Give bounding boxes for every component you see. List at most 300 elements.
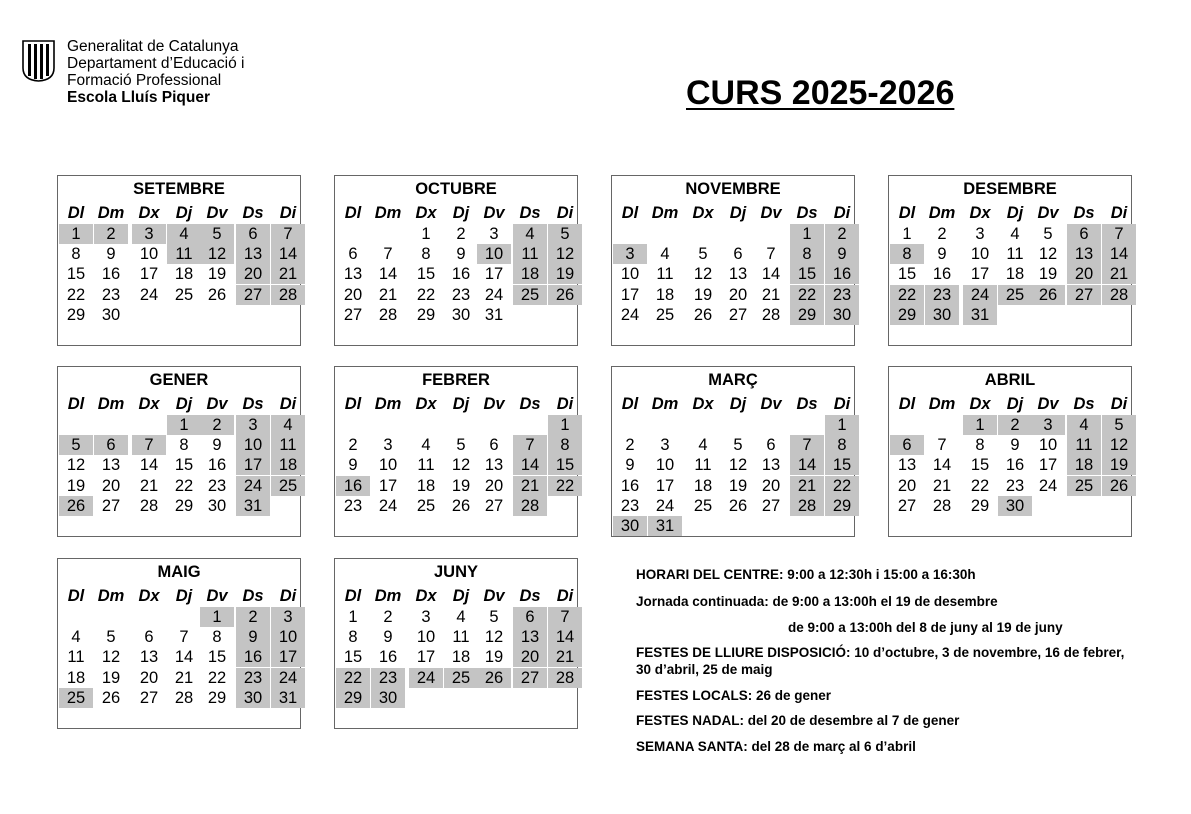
month-juny [334, 558, 578, 729]
day-cell: 24 [1038, 477, 1058, 495]
day-cell: 26 [207, 286, 227, 304]
day-cell: 25 [655, 306, 675, 324]
day-cell: 15 [970, 456, 990, 474]
day-cell-holiday: 18 [513, 264, 547, 284]
month-abril [888, 366, 1132, 537]
day-cell: 5 [733, 436, 743, 454]
day-cell-holiday: 31 [236, 496, 270, 516]
day-cell-holiday: 15 [825, 455, 859, 475]
day-cell-holiday: 30 [825, 305, 859, 325]
day-cell: 12 [1038, 245, 1058, 263]
day-cell: 9 [625, 456, 635, 474]
day-cell-holiday: 21 [548, 647, 582, 667]
weekday-header: Dv [206, 204, 228, 222]
day-cell: 5 [456, 436, 466, 454]
day-cell-holiday: 21 [1102, 264, 1136, 284]
day-cell-holiday: 25 [271, 476, 305, 496]
weekday-header: Dj [729, 204, 747, 222]
day-cell-holiday: 29 [825, 496, 859, 516]
day-cell-holiday: 17 [271, 647, 305, 667]
day-cell: 20 [343, 286, 363, 304]
day-cell: 18 [416, 477, 436, 495]
weekday-header: Dj [452, 204, 470, 222]
day-cell: 2 [456, 225, 466, 243]
weekday-header: Dm [97, 587, 125, 605]
day-cell: 1 [421, 225, 431, 243]
day-cell: 8 [975, 436, 985, 454]
day-cell: 24 [484, 286, 504, 304]
day-cell: 20 [761, 477, 781, 495]
weekday-header: Di [279, 587, 297, 605]
month-name: OCTUBRE [415, 180, 497, 198]
day-cell: 20 [484, 477, 504, 495]
day-cell: 19 [207, 265, 227, 283]
day-cell: 31 [484, 306, 504, 324]
day-cell-holiday: 22 [790, 285, 824, 305]
catalan-senyera-shield-icon [22, 40, 55, 82]
day-cell-holiday: 12 [200, 244, 234, 264]
day-cell: 19 [1038, 265, 1058, 283]
day-cell: 20 [139, 669, 159, 687]
weekday-header: Dj [452, 587, 470, 605]
weekday-header: Dx [415, 204, 437, 222]
weekday-header: Dx [415, 587, 437, 605]
day-cell-holiday: 6 [236, 224, 270, 244]
month-marc [611, 366, 855, 537]
day-cell: 4 [456, 608, 466, 626]
day-cell: 22 [970, 477, 990, 495]
day-cell-holiday: 27 [236, 285, 270, 305]
day-cell-holiday: 3 [271, 607, 305, 627]
weekday-header: Dj [1006, 204, 1024, 222]
day-cell: 14 [932, 456, 952, 474]
day-cell: 23 [207, 477, 227, 495]
day-cell-holiday: 1 [790, 224, 824, 244]
day-cell: 16 [207, 456, 227, 474]
weekday-header: Dv [206, 587, 228, 605]
page-title: CURS 2025-2026 [686, 74, 955, 112]
day-cell-holiday: 1 [963, 415, 997, 435]
info-jornada-2: de 9:00 a 13:00h del 8 de juny al 19 de juny [788, 620, 1063, 635]
weekday-header: Dj [452, 395, 470, 413]
month-setembre [57, 175, 301, 346]
day-cell: 19 [728, 477, 748, 495]
day-cell-holiday: 7 [1102, 224, 1136, 244]
day-cell: 10 [970, 245, 990, 263]
org-line-2: Departament d’Educació i [67, 55, 245, 72]
day-cell-holiday: 24 [271, 668, 305, 688]
weekday-header: Ds [242, 395, 264, 413]
weekday-header: Dm [651, 395, 679, 413]
day-cell-holiday: 31 [648, 516, 682, 536]
day-cell: 12 [101, 648, 121, 666]
day-cell-holiday: 30 [371, 688, 405, 708]
day-cell-holiday: 16 [825, 264, 859, 284]
day-cell: 20 [897, 477, 917, 495]
day-cell-holiday: 7 [790, 435, 824, 455]
weekday-header: Dl [67, 587, 85, 605]
day-cell-holiday: 14 [1102, 244, 1136, 264]
weekday-header: Dj [729, 395, 747, 413]
day-cell: 12 [484, 628, 504, 646]
day-cell-holiday: 13 [236, 244, 270, 264]
org-line-1: Generalitat de Catalunya [67, 38, 239, 55]
day-cell-holiday: 11 [513, 244, 547, 264]
day-cell-holiday: 30 [236, 688, 270, 708]
day-cell: 27 [139, 689, 159, 707]
day-cell-holiday: 24 [236, 476, 270, 496]
day-cell: 14 [174, 648, 194, 666]
day-cell: 2 [937, 225, 947, 243]
day-cell: 17 [620, 286, 640, 304]
weekday-header: Ds [519, 395, 541, 413]
day-cell-holiday: 11 [167, 244, 201, 264]
day-cell-holiday: 30 [613, 516, 647, 536]
weekday-header: Ds [519, 587, 541, 605]
day-cell: 15 [897, 265, 917, 283]
month-name: ABRIL [984, 371, 1036, 389]
day-cell: 15 [207, 648, 227, 666]
day-cell: 13 [728, 265, 748, 283]
day-cell-holiday: 19 [548, 264, 582, 284]
day-cell: 26 [693, 306, 713, 324]
day-cell-holiday: 20 [1067, 264, 1101, 284]
day-cell: 20 [728, 286, 748, 304]
day-cell-holiday: 10 [236, 435, 270, 455]
day-cell: 27 [484, 497, 504, 515]
day-cell: 19 [451, 477, 471, 495]
day-cell-holiday: 7 [513, 435, 547, 455]
day-cell: 27 [761, 497, 781, 515]
day-cell: 19 [101, 669, 121, 687]
weekday-header: Dv [483, 395, 505, 413]
day-cell: 14 [378, 265, 398, 283]
day-cell: 21 [378, 286, 398, 304]
day-cell: 22 [207, 669, 227, 687]
day-cell: 19 [484, 648, 504, 666]
day-cell-holiday: 26 [548, 285, 582, 305]
day-cell: 29 [970, 497, 990, 515]
day-cell: 10 [378, 456, 398, 474]
day-cell-holiday: 8 [790, 244, 824, 264]
month-name: DESEMBRE [963, 180, 1057, 198]
day-cell-holiday: 4 [513, 224, 547, 244]
organization-block [67, 38, 245, 106]
day-cell: 16 [1005, 456, 1025, 474]
day-cell-holiday: 24 [963, 285, 997, 305]
day-cell: 22 [174, 477, 194, 495]
day-cell-holiday: 5 [548, 224, 582, 244]
day-cell-holiday: 5 [1102, 415, 1136, 435]
day-cell-holiday: 7 [132, 435, 166, 455]
day-cell: 24 [139, 286, 159, 304]
day-cell: 28 [932, 497, 952, 515]
weekday-header: Dv [1037, 204, 1059, 222]
day-cell-holiday: 14 [548, 627, 582, 647]
info-horari: HORARI DEL CENTRE: 9:00 a 12:30h i 15:00 a 16:30h [636, 567, 976, 582]
day-cell: 6 [348, 245, 358, 263]
day-cell: 5 [698, 245, 708, 263]
day-cell: 7 [766, 245, 776, 263]
day-cell-holiday: 11 [271, 435, 305, 455]
day-cell-holiday: 8 [890, 244, 924, 264]
weekday-header: Dm [97, 395, 125, 413]
weekday-header: Dx [969, 395, 991, 413]
weekday-header: Ds [796, 395, 818, 413]
weekday-header: Dj [175, 395, 193, 413]
day-cell: 16 [620, 477, 640, 495]
day-cell-holiday: 1 [59, 224, 93, 244]
weekday-header: Dl [67, 204, 85, 222]
month-name: GENER [149, 371, 209, 389]
day-cell-holiday: 7 [548, 607, 582, 627]
day-cell: 28 [174, 689, 194, 707]
day-cell: 23 [1005, 477, 1025, 495]
day-cell-holiday: 29 [890, 305, 924, 325]
day-cell: 12 [693, 265, 713, 283]
day-cell-holiday: 1 [825, 415, 859, 435]
day-cell-holiday: 26 [1031, 285, 1065, 305]
day-cell: 8 [348, 628, 358, 646]
day-cell: 7 [179, 628, 189, 646]
day-cell: 8 [212, 628, 222, 646]
month-name: SETEMBRE [133, 180, 225, 198]
day-cell-holiday: 1 [167, 415, 201, 435]
day-cell-holiday: 6 [890, 435, 924, 455]
day-cell-holiday: 3 [613, 244, 647, 264]
day-cell: 29 [174, 497, 194, 515]
weekday-header: Dl [621, 395, 639, 413]
day-cell-holiday: 12 [548, 244, 582, 264]
day-cell: 11 [452, 628, 470, 646]
day-cell-holiday: 25 [1067, 476, 1101, 496]
day-cell: 20 [101, 477, 121, 495]
day-cell-holiday: 28 [1102, 285, 1136, 305]
day-cell: 5 [1043, 225, 1053, 243]
day-cell: 4 [71, 628, 81, 646]
day-cell: 11 [67, 648, 85, 666]
info-lliure-disposicio: FESTES DE LLIURE DISPOSICIÓ: 10 d’octubre, 3 de novembre, 16 de febrer, 30 d’abril, 25 de maig [636, 645, 1125, 677]
day-cell: 17 [484, 265, 504, 283]
day-cell: 23 [451, 286, 471, 304]
weekday-header: Di [1110, 395, 1128, 413]
day-cell: 26 [101, 689, 121, 707]
day-cell: 12 [66, 456, 86, 474]
weekday-header: Ds [519, 204, 541, 222]
day-cell-holiday: 13 [513, 627, 547, 647]
day-cell: 9 [1010, 436, 1020, 454]
day-cell-holiday: 26 [59, 496, 93, 516]
school-name: Escola Lluís Piquer [67, 89, 210, 106]
day-cell-holiday: 3 [236, 415, 270, 435]
day-cell: 4 [1010, 225, 1020, 243]
day-cell-holiday: 12 [1102, 435, 1136, 455]
day-cell-holiday: 23 [825, 285, 859, 305]
day-cell: 23 [343, 497, 363, 515]
weekday-header: Dx [138, 395, 160, 413]
weekday-header: Dm [928, 395, 956, 413]
day-cell-holiday: 21 [790, 476, 824, 496]
day-cell-holiday: 25 [998, 285, 1032, 305]
day-cell: 8 [421, 245, 431, 263]
day-cell: 17 [139, 265, 159, 283]
day-cell: 10 [655, 456, 675, 474]
weekday-header: Di [833, 204, 851, 222]
day-cell-holiday: 28 [271, 285, 305, 305]
day-cell-holiday: 29 [336, 688, 370, 708]
day-cell: 13 [101, 456, 121, 474]
day-cell: 15 [174, 456, 194, 474]
day-cell: 7 [937, 436, 947, 454]
day-cell: 25 [174, 286, 194, 304]
day-cell: 8 [71, 245, 81, 263]
day-cell-holiday: 20 [513, 647, 547, 667]
weekday-header: Dm [928, 204, 956, 222]
day-cell: 13 [139, 648, 159, 666]
weekday-header: Dm [97, 204, 125, 222]
day-cell: 8 [179, 436, 189, 454]
weekday-header: Di [833, 395, 851, 413]
day-cell: 23 [101, 286, 121, 304]
day-cell-holiday: 21 [271, 264, 305, 284]
day-cell-holiday: 28 [548, 668, 582, 688]
day-cell-holiday: 26 [1102, 476, 1136, 496]
day-cell: 27 [343, 306, 363, 324]
day-cell: 9 [212, 436, 222, 454]
day-cell: 13 [897, 456, 917, 474]
weekday-header: Ds [1073, 395, 1095, 413]
day-cell: 29 [66, 306, 86, 324]
day-cell-holiday: 10 [477, 244, 511, 264]
day-cell: 4 [421, 436, 431, 454]
day-cell: 26 [728, 497, 748, 515]
weekday-header: Di [556, 395, 574, 413]
month-octubre [334, 175, 578, 346]
day-cell-holiday: 22 [825, 476, 859, 496]
day-cell: 16 [101, 265, 121, 283]
day-cell: 10 [416, 628, 436, 646]
day-cell: 17 [1038, 456, 1058, 474]
day-cell: 11 [656, 265, 674, 283]
day-cell: 15 [343, 648, 363, 666]
day-cell-holiday: 19 [1102, 455, 1136, 475]
day-cell: 3 [660, 436, 670, 454]
day-cell-holiday: 1 [548, 415, 582, 435]
day-cell: 3 [489, 225, 499, 243]
day-cell: 5 [106, 628, 116, 646]
weekday-header: Dv [760, 204, 782, 222]
day-cell-holiday: 31 [271, 688, 305, 708]
weekday-header: Dx [138, 204, 160, 222]
day-cell: 13 [484, 456, 504, 474]
day-cell-holiday: 14 [513, 455, 547, 475]
day-cell: 27 [728, 306, 748, 324]
weekday-header: Dx [969, 204, 991, 222]
day-cell-holiday: 23 [925, 285, 959, 305]
day-cell-holiday: 24 [409, 668, 443, 688]
day-cell: 14 [761, 265, 781, 283]
day-cell-holiday: 27 [513, 668, 547, 688]
day-cell: 4 [660, 245, 670, 263]
weekday-header: Ds [242, 587, 264, 605]
day-cell-holiday: 15 [790, 264, 824, 284]
month-name: MARÇ [708, 371, 758, 389]
day-cell-holiday: 22 [548, 476, 582, 496]
day-cell-holiday: 7 [271, 224, 305, 244]
day-cell: 5 [489, 608, 499, 626]
day-cell-holiday: 17 [236, 455, 270, 475]
day-cell-holiday: 20 [236, 264, 270, 284]
day-cell-holiday: 28 [513, 496, 547, 516]
day-cell: 17 [416, 648, 436, 666]
day-cell: 23 [620, 497, 640, 515]
weekday-header: Dj [175, 204, 193, 222]
weekday-header: Dl [898, 204, 916, 222]
weekday-header: Di [1110, 204, 1128, 222]
day-cell-holiday: 13 [1067, 244, 1101, 264]
day-cell: 18 [1005, 265, 1025, 283]
day-cell-holiday: 14 [790, 455, 824, 475]
info-jornada-1: Jornada continuada: de 9:00 a 13:00h el 19 de desembre [636, 594, 998, 609]
weekday-header: Dv [760, 395, 782, 413]
day-cell: 2 [625, 436, 635, 454]
day-cell: 27 [897, 497, 917, 515]
day-cell-holiday: 8 [548, 435, 582, 455]
day-cell: 9 [456, 245, 466, 263]
day-cell-holiday: 22 [890, 285, 924, 305]
weekday-header: Dj [1006, 395, 1024, 413]
month-maig [57, 558, 301, 729]
weekday-header: Dx [692, 204, 714, 222]
day-cell-holiday: 22 [336, 668, 370, 688]
day-cell: 14 [139, 456, 159, 474]
day-cell: 3 [421, 608, 431, 626]
day-cell: 3 [383, 436, 393, 454]
month-name: JUNY [433, 563, 478, 581]
day-cell-holiday: 25 [444, 668, 478, 688]
info-festes-nadal: FESTES NADAL: del 20 de desembre al 7 de gener [636, 713, 960, 728]
weekday-header: Dv [483, 204, 505, 222]
day-cell: 2 [383, 608, 393, 626]
day-cell: 1 [348, 608, 358, 626]
day-cell: 10 [620, 265, 640, 283]
day-cell-holiday: 3 [1031, 415, 1065, 435]
day-cell: 18 [655, 286, 675, 304]
day-cell: 22 [416, 286, 436, 304]
day-cell-holiday: 21 [513, 476, 547, 496]
weekday-header: Dv [483, 587, 505, 605]
day-cell: 6 [766, 436, 776, 454]
month-novembre [611, 175, 855, 346]
day-cell-holiday: 10 [271, 627, 305, 647]
month-desembre [888, 175, 1132, 346]
day-cell: 22 [66, 286, 86, 304]
day-cell-holiday: 11 [1067, 435, 1101, 455]
weekday-header: Dm [374, 587, 402, 605]
weekday-header: Ds [796, 204, 818, 222]
day-cell: 2 [348, 436, 358, 454]
info-semana-santa: SEMANA SANTA: del 28 de març al 6 d’abril [636, 739, 916, 754]
day-cell: 30 [101, 306, 121, 324]
day-cell: 13 [761, 456, 781, 474]
weekday-header: Dx [692, 395, 714, 413]
day-cell: 30 [207, 497, 227, 515]
weekday-header: Di [279, 204, 297, 222]
weekday-header: Ds [1073, 204, 1095, 222]
day-cell: 29 [416, 306, 436, 324]
day-cell-holiday: 29 [790, 305, 824, 325]
day-cell-holiday: 30 [925, 305, 959, 325]
